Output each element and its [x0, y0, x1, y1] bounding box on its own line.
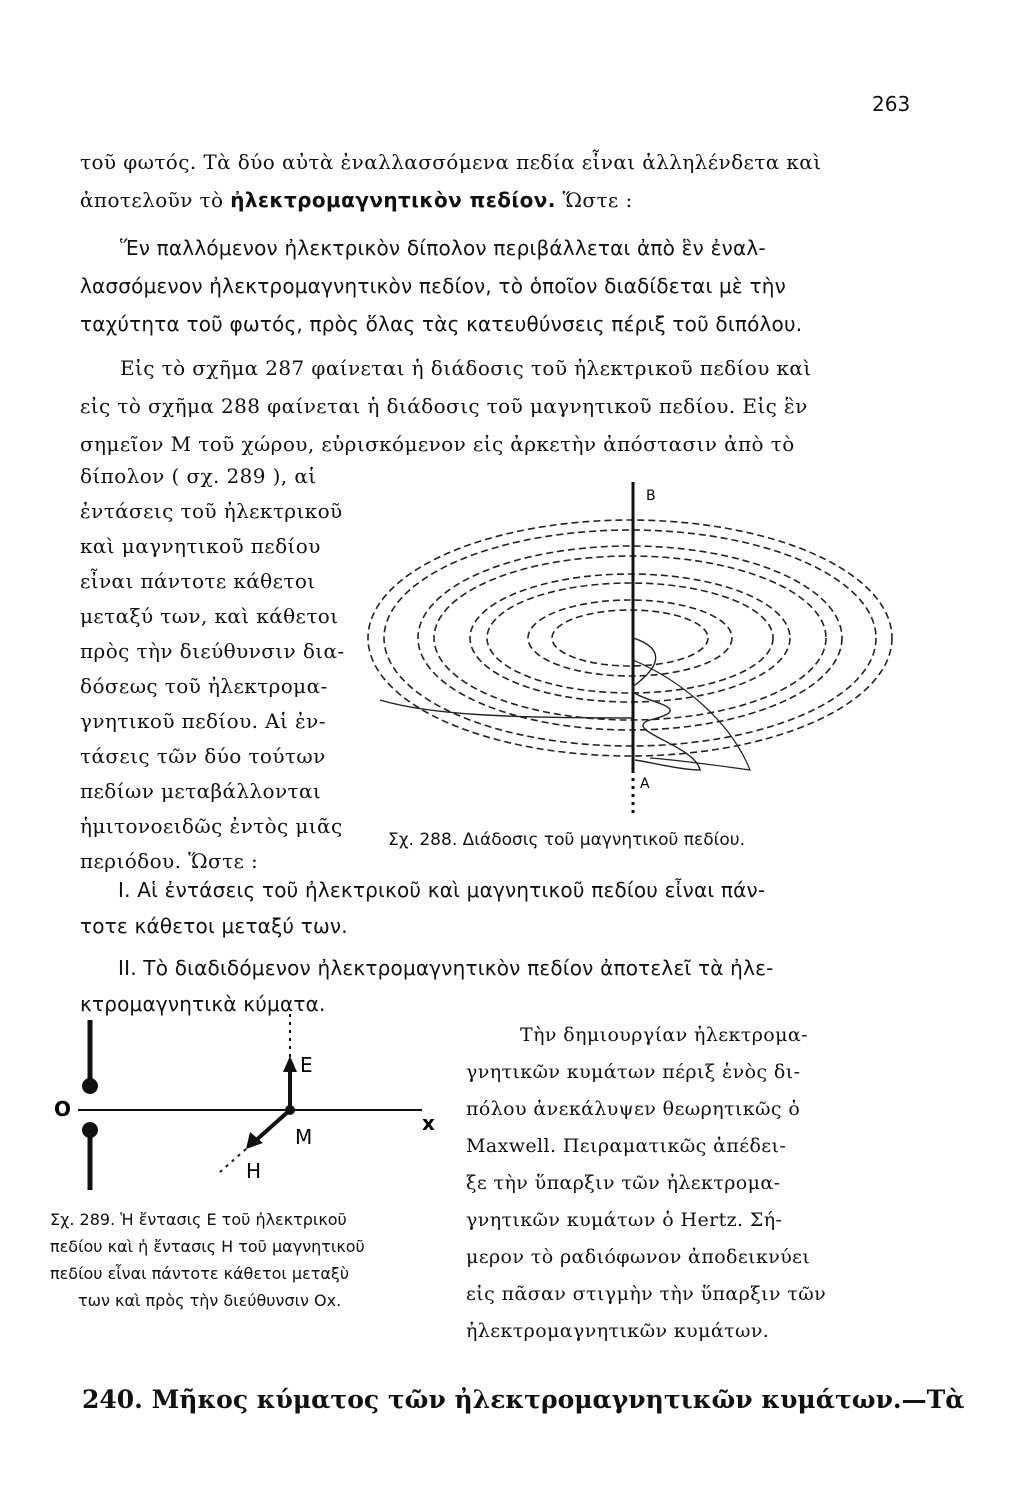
- fig289-caption-line-2: πεδίου καὶ ἡ ἔντασις Η τοῦ μαγνητικοῦ: [50, 1237, 365, 1256]
- dipole-charge-top: [82, 1078, 98, 1094]
- left-col-line-11: ἡμιτονοειδῶς ἐντὸς μιᾶς: [80, 814, 343, 838]
- fig289-caption-line-3: πεδίου εἶναι πάντοτε κάθετοι μεταξὺ: [50, 1264, 350, 1283]
- field-loop-5: [470, 574, 790, 702]
- right-col-line-2: γνητικῶν κυμάτων πέριξ ἑνὸς δι-: [466, 1061, 801, 1083]
- left-col-line-4: εἶναι πάντοτε κάθετοι: [80, 569, 316, 593]
- section-heading: 240. Μῆκος κύματος τῶν ἠλεκτρομαγνητικῶν κυμάτων.—Τὰ: [82, 1385, 965, 1414]
- magnetic-wave-curve: [632, 638, 700, 770]
- para-line-2: εἰς τὸ σχῆμα 288 φαίνεται ἡ διάδοσις τοῦ μαγνητικοῦ πεδίου. Εἰς ἓν: [80, 394, 808, 418]
- conclusion-2-line-1: II. Τὸ διαδιδόμενον ἠλεκτρομαγνητικὸν πεδίον ἀποτελεῖ τὰ ἠλε-: [118, 956, 774, 980]
- label-h: H: [246, 1159, 262, 1183]
- fig289-caption-line-1: Σχ. 289. Ἡ ἔντασις Ε τοῦ ἠλεκτρικοῦ: [50, 1210, 347, 1229]
- figure-288-caption: Σχ. 288. Διάδοσις τοῦ μαγνητικοῦ πεδίου.: [388, 830, 746, 850]
- arrow-e-icon: [283, 1056, 297, 1072]
- left-col-line-6: πρὸς τὴν διεύθυνσιν δια-: [80, 639, 345, 663]
- field-loop-8: [552, 610, 708, 666]
- left-col-line-9: τάσεις τῶν δύο τούτων: [80, 744, 326, 768]
- field-line-horizontal: [380, 700, 633, 718]
- right-col-line-7: μερον τὸ ραδιόφωνον ἀποδεικνύει: [466, 1246, 811, 1268]
- left-col-line-10: πεδίων μεταβάλλονται: [80, 779, 322, 803]
- intro-line-1: τοῦ φωτός. Τὰ δύο αὐτὰ ἐναλλασσόμενα πεδία εἶναι ἀλληλένδετα καὶ: [80, 150, 822, 174]
- right-col-line-4: Maxwell. Πειραματικῶς ἀπέδει-: [466, 1135, 787, 1157]
- left-col-line-12: περιόδου. Ὥστε :: [80, 849, 259, 873]
- label-a: A: [640, 776, 650, 792]
- conclusion-2-line-2: κτρομαγνητικὰ κύματα.: [80, 992, 326, 1016]
- fig289-caption-line-4: των καὶ πρὸς τὴν διεύθυνσιν Οx.: [78, 1291, 342, 1310]
- term-electromagnetic-field: ἠλεκτρομαγνητικὸν πεδίον.: [230, 188, 556, 212]
- label-m: M: [295, 1125, 313, 1149]
- left-col-line-8: γνητικοῦ πεδίου. Αἱ ἐν-: [80, 709, 326, 733]
- intro-line-2-start: ἀποτελοῦν τὸ: [80, 188, 224, 212]
- left-col-line-2: ἐντάσεις τοῦ ἠλεκτρικοῦ: [80, 499, 343, 523]
- right-col-line-3: πόλου ἀνεκάλυψεν θεωρητικῶς ὁ: [466, 1098, 801, 1120]
- intro-line-2: [80, 188, 633, 212]
- left-col-line-3: καὶ μαγνητικοῦ πεδίου: [80, 534, 321, 558]
- conclusion-1-line-1: I. Αἱ ἐντάσεις τοῦ ἠλεκτρικοῦ καὶ μαγνητικοῦ πεδίου εἶναι πάν-: [118, 878, 766, 902]
- label-o: O: [54, 1097, 72, 1121]
- left-col-line-5: μεταξύ των, καὶ κάθετοι: [80, 604, 339, 628]
- figure-289-field-vectors-diagram: [50, 1012, 450, 1197]
- field-loop-7: [528, 600, 732, 676]
- left-col-line-1: δίπολον ( σχ. 289 ), αἱ: [80, 464, 317, 488]
- vector-h: [254, 1110, 290, 1142]
- conclusion-1-line-2: τοτε κάθετοι μεταξύ των.: [80, 914, 348, 938]
- label-x: x: [422, 1111, 435, 1135]
- right-col-line-5: ξε τὴν ὕπαρξιν τῶν ἠλεκτρομα-: [466, 1172, 781, 1194]
- field-loop-4: [434, 556, 826, 720]
- vector-h-dotted: [220, 1149, 246, 1172]
- para-line-3: σημεῖον Μ τοῦ χώρου, εὑρισκόμενον εἰς ἀρκετὴν ἀπόστασιν ἀπὸ τὸ: [80, 432, 795, 456]
- dipole-charge-bottom: [82, 1122, 98, 1138]
- right-col-line-6: γνητικῶν κυμάτων ὁ Hertz. Σή-: [466, 1209, 783, 1231]
- right-col-line-8: εἰς πᾶσαν στιγμὴν τὴν ὕπαρξιν τῶν: [466, 1283, 827, 1305]
- right-col-line-9: ἠλεκτρομαγνητικῶν κυμάτων.: [466, 1320, 770, 1342]
- right-col-line-1: Τὴν δημιουργίαν ἠλεκτρομα-: [520, 1024, 808, 1046]
- label-e: E: [300, 1053, 313, 1077]
- figure-288-magnetic-field-diagram: [350, 470, 910, 830]
- label-b: B: [646, 488, 656, 504]
- page-number: 263: [872, 92, 911, 116]
- intro-line-2-end: Ὥστε :: [562, 188, 633, 212]
- para-line-1: Εἰς τὸ σχῆμα 287 φαίνεται ἡ διάδοσις τοῦ ἠλεκτρικοῦ πεδίου καὶ: [120, 356, 812, 380]
- rule-line-1: Ἕν παλλόμενον ἠλεκτρικὸν δίπολον περιβάλλεται ἀπὸ ἓν ἐναλ-: [120, 236, 766, 260]
- rule-line-3: ταχύτητα τοῦ φωτός, πρὸς ὅλας τὰς κατευθύνσεις πέριξ τοῦ διπόλου.: [80, 312, 803, 336]
- point-m: [285, 1105, 295, 1115]
- rule-line-2: λασσόμενον ἠλεκτρομαγνητικὸν πεδίον, τὸ ὁποῖον διαδίδεται μὲ τὴν: [80, 274, 786, 298]
- left-col-line-7: δόσεως τοῦ ἠλεκτρομα-: [80, 674, 328, 698]
